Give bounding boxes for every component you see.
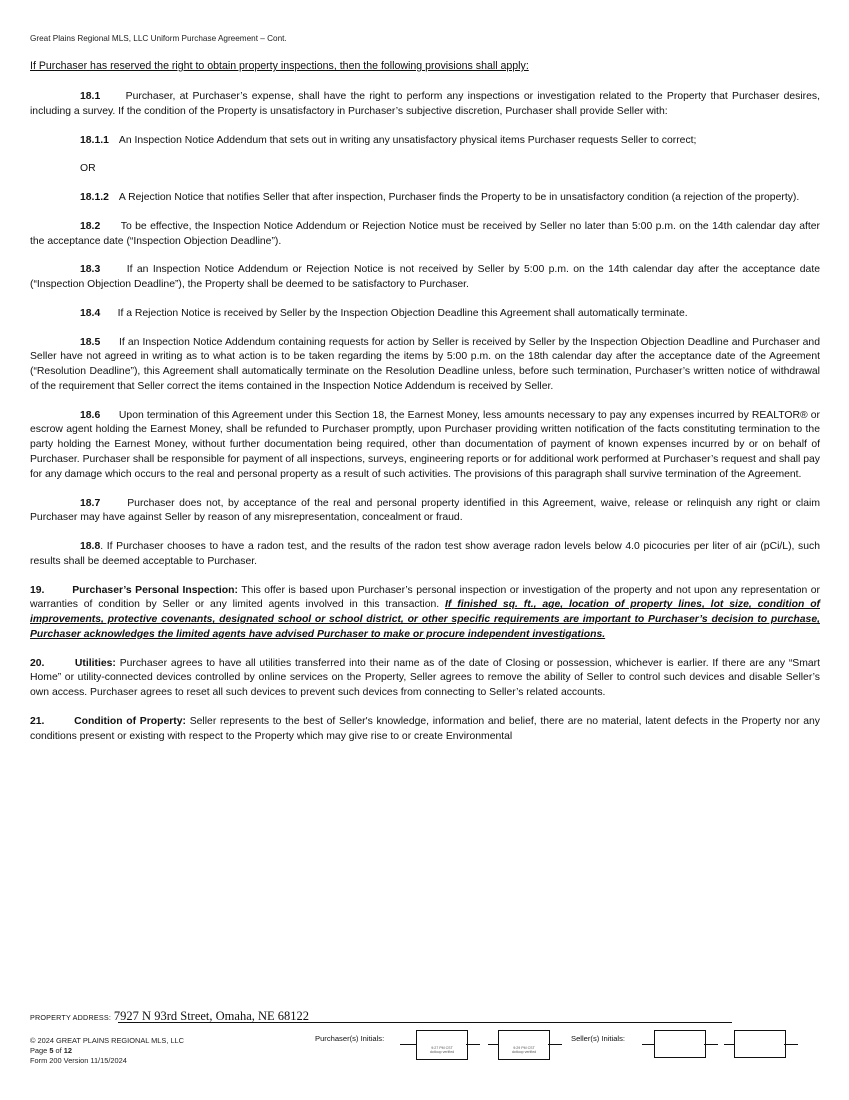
document-page bbox=[30, 0, 820, 1100]
section-text: Upon termination of this Agreement under this Section 18, the Earnest Money, less amounts necessary to pay any expenses incurred by REALTOR® or escrow agent holding the Earnest Money, shall be refunded to Purchaser promptly, upon Purchaser providing written notification of the facts constituting termination to the party holding the Earnest Money, without further documentation being required, other than documentation of payment of known expenses incurred by or on behalf of Purchaser. Purchaser shall be responsible for payment of all inspections, surveys, engineering reports or for additional work performed at Purchaser’s request and shall pay for any damage which occurs to the real and personal property as a result of such activities. The provisions of this paragraph shall survive termination of the Agreement. bbox=[30, 409, 820, 480]
stamp-time: 9:27 PM CST bbox=[431, 1046, 453, 1050]
stamp-verified: dotloop verified bbox=[511, 1049, 537, 1054]
footer-info bbox=[30, 1036, 184, 1066]
section-number: 18.8 bbox=[80, 541, 101, 553]
section-number: 18.4 bbox=[80, 307, 101, 319]
page-current: 5 bbox=[49, 1045, 54, 1055]
section-text: Purchaser agrees to have all utilities transferred into their name as of the date of Closing or possession, whichever is earlier. If there are any “Smart Home” or utility-connected devices controlled by online services on the Property, Seller agrees to remove the ability of Seller to control such devices and disable Seller’s own access. Purchaser agrees to reset all such devices to prevent such devices from connecting to Seller’s related accounts. bbox=[30, 657, 820, 699]
property-address bbox=[30, 1008, 309, 1026]
section-number: 18.2 bbox=[80, 220, 101, 232]
section-number: 18.6 bbox=[80, 409, 101, 421]
section-number: 18.1.2 bbox=[80, 192, 109, 204]
section-title: Condition of Property: bbox=[74, 715, 186, 727]
signature-stamp bbox=[417, 1047, 467, 1055]
section-number: 18.3 bbox=[80, 264, 101, 276]
section-emphasis: If finished sq. ft., age, location of property lines, lot size, condition of improvements, protective covenants, designated school or school district, or other specific requirements are important to Purchaser’s decision to purchase, Purchaser acknowledges the limited agents have advised Purchaser to make or procure independent investigations. bbox=[30, 599, 820, 640]
section-text: A Rejection Notice that notifies Seller that after inspection, Purchaser finds the Property to be in unsatisfactory condition (a rejection of the property). bbox=[118, 192, 800, 204]
page-header: Great Plains Regional MLS, LLC Uniform Purchase Agreement – Cont. bbox=[30, 34, 287, 43]
property-address-label: PROPERTY ADDRESS: bbox=[30, 1013, 112, 1022]
section-number: 20. bbox=[30, 657, 45, 669]
document-body bbox=[30, 90, 820, 759]
initial-line bbox=[784, 1044, 798, 1045]
section-text: If an Inspection Notice Addendum containing requests for action by Seller is received by Seller by the Inspection Objection Deadline and Purchaser and Seller have not agreed in writing as to what action is to be taken regarding the items by 5:00 p.m. on the 18th calendar day after the acceptance date of the Agreement (“Resolution Deadline”), this Agreement shall automatically terminate on the Resolution Deadline unless, before such termination, Purchaser’s written notice of withdrawal of the requirement that Seller correct the items contained in the Inspection Notice Addendum is received by Seller. bbox=[30, 336, 820, 392]
or-separator: OR bbox=[80, 163, 96, 175]
purchaser-initial-box-1[interactable] bbox=[416, 1030, 468, 1060]
seller-initial-box-2[interactable] bbox=[734, 1030, 786, 1058]
section-18-4 bbox=[30, 307, 820, 322]
section-18-1-2 bbox=[80, 191, 820, 206]
property-address-line bbox=[118, 1022, 732, 1023]
section-text: . If Purchaser chooses to have a radon test, and the results of the radon test show average radon levels below 4.0 picocuries per liter of air (pCi/L), such results shall be deemed acceptable to Purchaser. bbox=[30, 541, 820, 567]
section-text: If an Inspection Notice Addendum or Rejection Notice is not received by Seller by 5:00 p.m. on the 14th calendar day after the acceptance date (“Inspection Objection Deadline”), the Property shall be deemed to be satisfactory to Purchaser. bbox=[30, 264, 820, 291]
section-text: This offer is based upon Purchaser’s personal inspection or investigation of the property and not upon any representation or warranties of condition by Seller or any limited agents involved in this transaction. bbox=[30, 584, 820, 611]
section-19 bbox=[30, 584, 820, 643]
section-number: 18.7 bbox=[80, 497, 101, 509]
page-of: of bbox=[55, 1045, 62, 1055]
section-text: Purchaser does not, by acceptance of the real and personal property identified in this Agreement, waive, release or relinquish any right or claim Purchaser may have against Seller by reason of any misrepresentation, concealment or fraud. bbox=[30, 497, 820, 524]
section-21 bbox=[30, 715, 820, 745]
signature-stamp bbox=[499, 1047, 549, 1055]
section-18-7 bbox=[30, 497, 820, 527]
section-number: 19. bbox=[30, 584, 45, 596]
section-title: Utilities: bbox=[74, 657, 116, 669]
page-total: 12 bbox=[63, 1045, 72, 1055]
initial-line bbox=[466, 1044, 480, 1045]
copyright: © 2024 GREAT PLAINS REGIONAL MLS, LLC bbox=[30, 1036, 185, 1045]
section-text: Seller represents to the best of Seller's knowledge, information and belief, there are no material, latent defects in the Property nor any conditions present or existing with respect to the Property which may give rise to or create Environmental bbox=[30, 715, 820, 742]
seller-initial-box-1[interactable] bbox=[654, 1030, 706, 1058]
stamp-verified: dotloop verified bbox=[429, 1049, 455, 1054]
section-number: 18.1.1 bbox=[80, 134, 109, 146]
property-address-value: 7927 N 93rd Street, Omaha, NE 68122 bbox=[113, 1009, 310, 1023]
section-title: Purchaser’s Personal Inspection: bbox=[72, 584, 238, 596]
initial-line bbox=[642, 1044, 654, 1045]
section-text: Purchaser, at Purchaser’s expense, shall have the right to perform any inspections or investigation related to the Property that Purchaser desires, including a survey. If the condition of the Property is unsatisfactory in Purchaser’s subjective discretion, Purchaser shall provide Seller with: bbox=[30, 91, 820, 117]
section-text: To be effective, the Inspection Notice Addendum or Rejection Notice must be received by Seller no later than 5:00 p.m. on the 14th calendar day after the acceptance date (“Inspection Objection Deadline”). bbox=[30, 220, 820, 247]
section-20 bbox=[30, 657, 820, 701]
initial-line bbox=[724, 1044, 734, 1045]
section-18-5 bbox=[30, 336, 820, 395]
page-prefix: Page bbox=[30, 1045, 48, 1055]
section-number: 21. bbox=[30, 715, 45, 727]
page-number bbox=[30, 1046, 184, 1056]
section-18-8 bbox=[30, 540, 820, 570]
initial-line bbox=[400, 1044, 416, 1045]
initial-line bbox=[704, 1044, 718, 1045]
section-18-6 bbox=[30, 409, 820, 483]
purchaser-initials-label: Purchaser(s) Initials: bbox=[315, 1034, 385, 1043]
purchaser-initial-box-2[interactable] bbox=[498, 1030, 550, 1060]
section-number: 18.1 bbox=[80, 91, 101, 102]
section-18-2 bbox=[30, 220, 820, 250]
seller-initials-label: Seller(s) Initials: bbox=[571, 1034, 626, 1043]
initial-line bbox=[488, 1044, 498, 1045]
stamp-time: 9:29 PM CST bbox=[513, 1046, 535, 1050]
section-18-3 bbox=[30, 263, 820, 293]
section-text: An Inspection Notice Addendum that sets out in writing any unsatisfactory physical items Purchaser requests Seller to correct; bbox=[118, 134, 697, 146]
inspection-intro: If Purchaser has reserved the right to obtain property inspections, then the following provisions shall apply: bbox=[30, 60, 529, 72]
section-number: 18.5 bbox=[80, 336, 101, 348]
section-text: If a Rejection Notice is received by Seller by the Inspection Objection Deadline this Agreement shall automatically terminate. bbox=[117, 307, 688, 319]
section-18-1 bbox=[30, 90, 820, 120]
section-18-1-1 bbox=[80, 134, 820, 149]
form-version: Form 200 Version 11/15/2024 bbox=[30, 1055, 127, 1065]
initial-line bbox=[548, 1044, 562, 1045]
